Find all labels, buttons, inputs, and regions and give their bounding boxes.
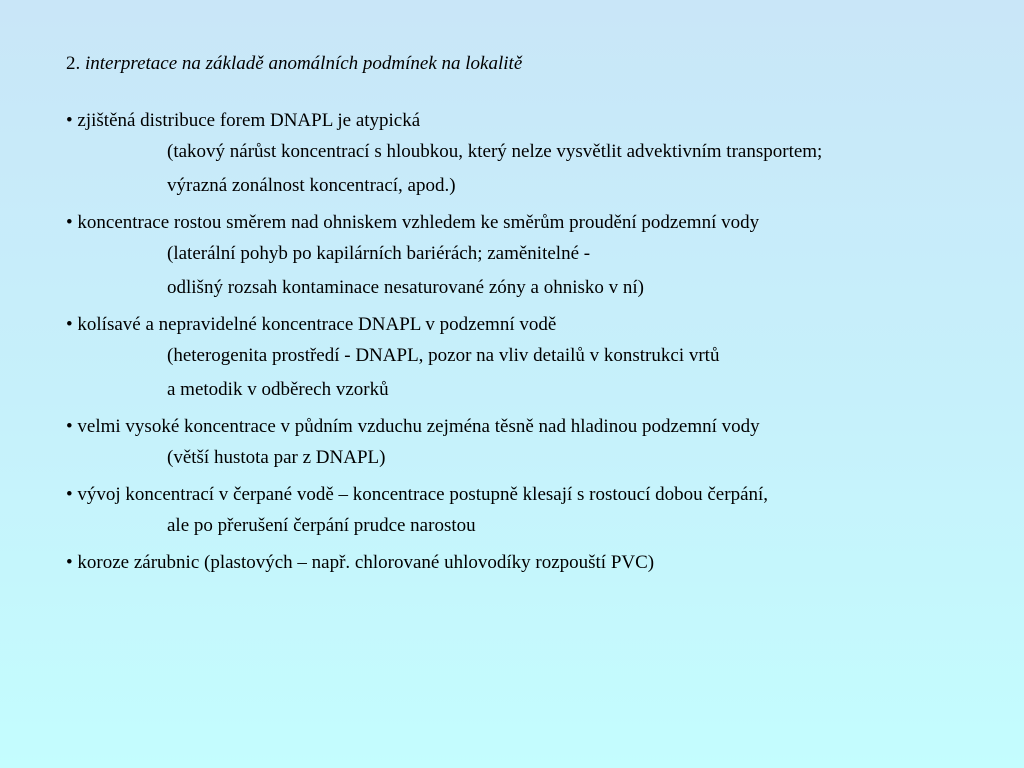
bullet-marker: • (66, 314, 73, 335)
bullet-detail-line: odlišný rozsah kontaminace nesaturované zóny a ohnisko v ní) (167, 277, 644, 298)
bullet-item (66, 414, 1006, 475)
bullet-main-line (66, 414, 1006, 440)
bullet-main-text: koroze zárubnic (plastových – např. chlorované uhlovodíky rozpouští PVC) (77, 552, 655, 573)
bullet-item (66, 312, 1006, 407)
bullet-item (66, 108, 1006, 203)
bullet-main-line (66, 482, 1006, 508)
bullet-marker: • (66, 552, 73, 573)
bullet-detail-line: (heterogenita prostředí - DNAPL, pozor na vliv detailů v konstrukci vrtů (167, 345, 720, 366)
bullet-item (66, 210, 1006, 305)
bullet-detail-line: (takový nárůst koncentrací s hloubkou, který nelze vysvětlit advektivním transportem; (167, 141, 823, 162)
bullet-main-line (66, 108, 1006, 134)
bullet-item (66, 550, 1006, 576)
bullet-marker: • (66, 212, 73, 233)
bullet-detail-line: (větší hustota par z DNAPL) (167, 447, 386, 468)
bullet-main-line (66, 312, 1006, 338)
bullet-detail-line: (laterální pohyb po kapilárních bariérách; zaměnitelné - (167, 243, 591, 264)
bullet-main-line (66, 550, 1006, 576)
bullet-main-text: kolísavé a nepravidelné koncentrace DNAPL v podzemní vodě (77, 314, 557, 335)
bullet-main-line (66, 210, 1006, 236)
slide-heading (66, 52, 522, 76)
bullet-marker: • (66, 484, 73, 505)
bullet-marker: • (66, 110, 73, 131)
bullet-main-text: vývoj koncentrací v čerpané vodě – koncentrace postupně klesají s rostoucí dobou čerpání, (77, 484, 769, 505)
heading-number: 2. (66, 53, 81, 74)
bullet-list (66, 108, 1006, 583)
bullet-detail-line: a metodik v odběrech vzorků (167, 379, 389, 400)
bullet-marker: • (66, 416, 73, 437)
heading-text: interpretace na základě anomálních podmínek na lokalitě (85, 53, 523, 74)
bullet-detail-line: výrazná zonálnost koncentrací, apod.) (167, 175, 456, 196)
bullet-item (66, 482, 1006, 543)
bullet-main-text: koncentrace rostou směrem nad ohniskem vzhledem ke směrům proudění podzemní vody (77, 212, 760, 233)
bullet-main-text: velmi vysoké koncentrace v půdním vzduchu zejména těsně nad hladinou podzemní vody (77, 416, 760, 437)
bullet-detail-line: ale po přerušení čerpání prudce narostou (167, 515, 476, 536)
bullet-main-text: zjištěná distribuce forem DNAPL je atypická (77, 110, 421, 131)
